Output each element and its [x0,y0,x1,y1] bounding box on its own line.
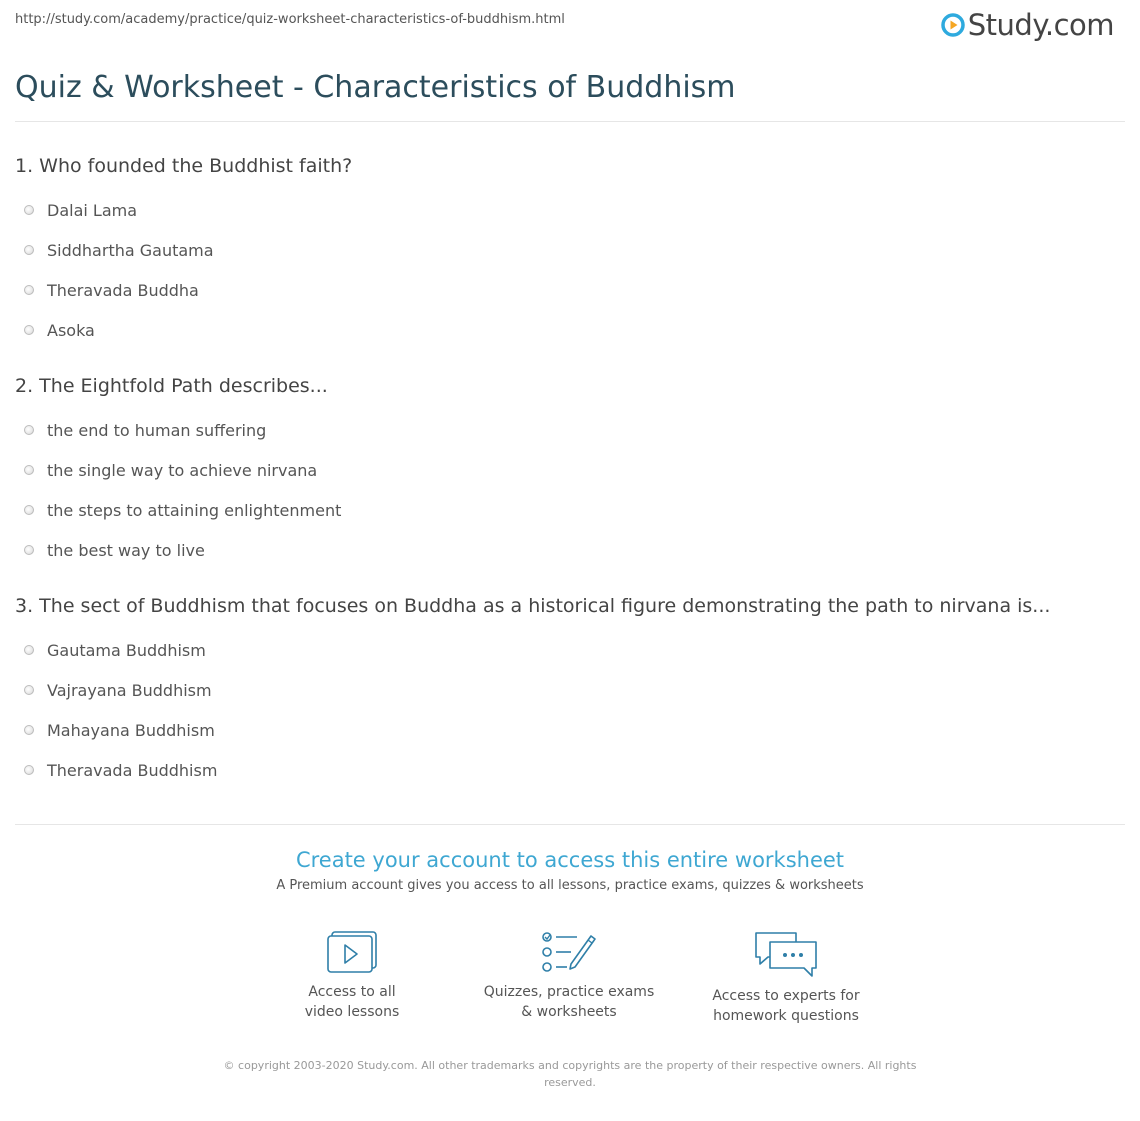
radio-button[interactable] [24,245,34,255]
question-list [15,152,1125,790]
quiz-checklist-icon [541,930,597,974]
feature-label: Quizzes, practice exams & worksheets [483,984,655,1020]
answer-option[interactable] [15,190,1125,230]
copyright-notice: © copyright 2003-2020 Study.com. All other trademarks and copyrights are the property of their respective owners. All rights reserved. [223,1059,917,1089]
question-2 [15,372,1125,570]
option-label: Vajrayana Buddhism [47,680,212,700]
option-label: Siddhartha Gautama [47,240,214,260]
radio-button[interactable] [24,505,34,515]
option-label: Gautama Buddhism [47,640,206,660]
answer-option[interactable] [15,630,1125,670]
answer-option[interactable] [15,410,1125,450]
option-label: Theravada Buddha [47,280,199,300]
cta-divider [15,824,1125,825]
page-title: Quiz & Worksheet - Characteristics of Buddhism [15,70,736,105]
feature-experts [691,930,881,1026]
feature-video-lessons [257,930,447,1022]
page-url: http://study.com/academy/practice/quiz-worksheet-characteristics-of-buddhism.html [15,12,565,27]
radio-button[interactable] [24,725,34,735]
cta-title-link[interactable]: Create your account to access this entire worksheet [295,848,845,872]
answer-option[interactable] [15,450,1125,490]
question-text: 3. The sect of Buddhism that focuses on Buddha as a historical figure demonstrating the path to nirvana is... [15,595,1051,617]
radio-button[interactable] [24,765,34,775]
question-text: 2. The Eightfold Path describes... [15,375,328,397]
option-label: Mahayana Buddhism [47,720,215,740]
option-label: Asoka [47,320,95,340]
option-label: Dalai Lama [47,200,138,220]
answer-option[interactable] [15,310,1125,350]
radio-button[interactable] [24,465,34,475]
answer-options [15,190,1125,350]
radio-button[interactable] [24,325,34,335]
chat-experts-icon [754,930,818,978]
feature-list [0,930,1140,1030]
answer-option[interactable] [15,530,1125,570]
option-label: the end to human suffering [47,420,267,440]
question-text: 1. Who founded the Buddhist faith? [15,155,353,177]
video-lessons-icon [326,930,378,974]
radio-button[interactable] [24,645,34,655]
signup-cta [0,846,1140,893]
cta-subtitle: A Premium account gives you access to all lessons, practice exams, quizzes & worksheets [276,878,864,893]
answer-option[interactable] [15,270,1125,310]
radio-button[interactable] [24,205,34,215]
study-logo[interactable] [941,8,1114,42]
answer-options [15,410,1125,570]
radio-button[interactable] [24,285,34,295]
option-label: the steps to attaining enlightenment [47,500,342,520]
logo-text: Study.com [967,8,1114,42]
answer-option[interactable] [15,230,1125,270]
answer-options [15,630,1125,790]
option-label: the best way to live [47,540,205,560]
answer-option[interactable] [15,750,1125,790]
answer-option[interactable] [15,670,1125,710]
option-label: the single way to achieve nirvana [47,460,318,480]
answer-option[interactable] [15,710,1125,750]
radio-button[interactable] [24,545,34,555]
title-divider [15,121,1125,122]
play-circle-icon [941,13,965,37]
radio-button[interactable] [24,685,34,695]
answer-option[interactable] [15,490,1125,530]
radio-button[interactable] [24,425,34,435]
feature-label: Access to all video lessons [304,984,400,1020]
feature-quizzes [474,930,664,1022]
feature-label: Access to experts for homework questions [712,988,860,1024]
question-3 [15,592,1125,790]
question-1 [15,152,1125,350]
option-label: Theravada Buddhism [47,760,218,780]
